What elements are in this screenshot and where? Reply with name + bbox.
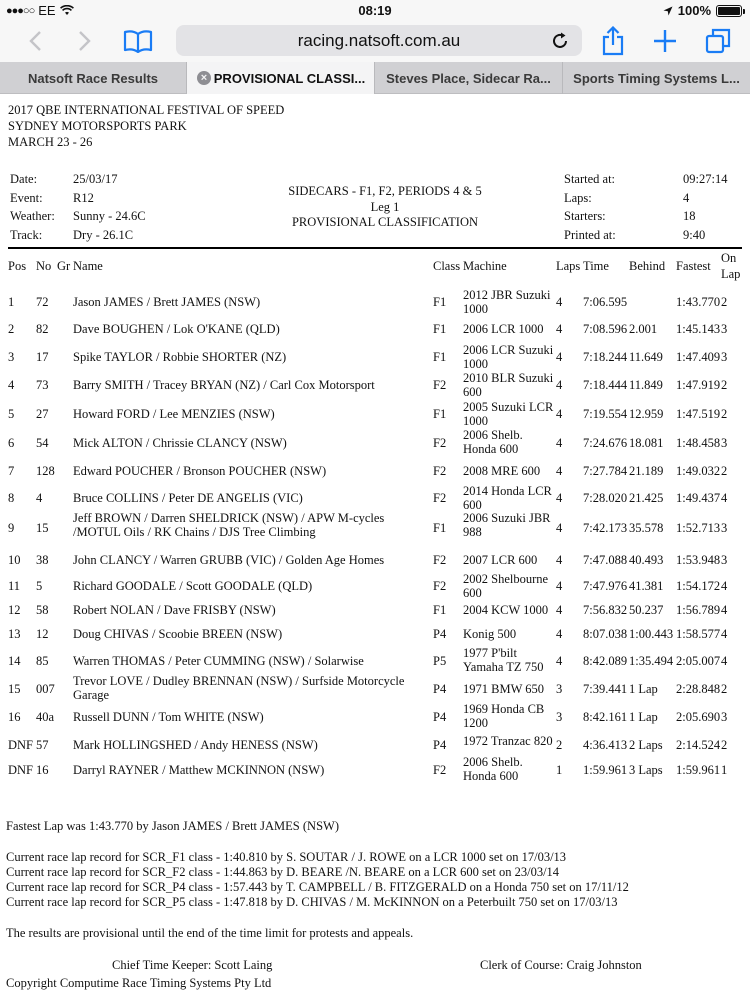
forward-button[interactable] (70, 26, 100, 56)
tabs-button[interactable] (703, 26, 733, 56)
cell-pos: 10 (8, 553, 21, 567)
cell-on-lap: 3 (721, 322, 728, 336)
cell-class: P5 (433, 654, 447, 668)
cell-behind: 1 Lap (629, 710, 658, 724)
bookmarks-button[interactable] (120, 26, 156, 56)
cell-time: 8:42.161 (583, 710, 628, 724)
cell-on-lap: 4 (721, 491, 728, 505)
cell-laps: 3 (556, 710, 563, 724)
cell-machine: 2007 LCR 600 (463, 553, 538, 567)
col-name: Name (73, 259, 103, 273)
cell-class: F1 (433, 521, 447, 535)
cell-no: 40a (36, 710, 55, 724)
cell-time: 7:47.976 (583, 579, 628, 593)
cell-name: Bruce COLLINS / Peter DE ANGELIS (VIC) (73, 491, 303, 505)
venue: SYDNEY MOTORSPORTS PARK (8, 119, 187, 133)
starters-label: Starters: (564, 209, 606, 223)
cell-machine: 1969 Honda CB 1200 (463, 702, 545, 730)
cell-time: 7:18.244 (583, 350, 628, 364)
cell-pos: 1 (8, 295, 15, 309)
cell-behind: 21.189 (629, 464, 664, 478)
cell-class: F2 (433, 763, 447, 777)
cell-fastest: 1:47.919 (676, 378, 721, 392)
cell-name: Howard FORD / Lee MENZIES (NSW) (73, 407, 275, 421)
col-class: Class (433, 259, 461, 273)
cell-name: Robert NOLAN / Dave FRISBY (NSW) (73, 603, 276, 617)
cell-machine: 2008 MRE 600 (463, 464, 541, 478)
table-row (0, 702, 750, 732)
cell-machine: 2004 KCW 1000 (463, 603, 549, 617)
event-value: R12 (73, 191, 94, 205)
table-row (0, 371, 750, 399)
table-row (0, 674, 750, 704)
table-row (0, 755, 750, 785)
cell-fastest: 1:47.409 (676, 350, 721, 364)
cell-class: F2 (433, 491, 447, 505)
cell-on-lap: 4 (721, 627, 728, 641)
cell-time: 7:56.832 (583, 603, 628, 617)
cell-pos: 8 (8, 491, 15, 505)
leg-label: Leg 1 (370, 200, 400, 214)
tab-label: Steves Place, Sidecar Ra... (386, 70, 551, 86)
cell-class: F2 (433, 464, 447, 478)
cell-class: F1 (433, 407, 447, 421)
cell-no: 27 (36, 407, 49, 421)
cell-pos: 16 (8, 710, 21, 724)
cell-behind: 1:35.494 (629, 654, 674, 668)
col-time: Time (583, 259, 609, 273)
cell-on-lap: 3 (721, 710, 728, 724)
battery-level (718, 7, 740, 15)
col-laps: Laps (556, 259, 581, 273)
col-gr: Gr (57, 259, 71, 273)
cell-fastest: 1:43.770 (676, 295, 721, 309)
cell-on-lap: 2 (721, 682, 728, 696)
cell-time: 7:08.596 (583, 322, 628, 336)
cell-no: 85 (36, 654, 49, 668)
cell-on-lap: 3 (721, 553, 728, 567)
cell-time: 7:28.020 (583, 491, 628, 505)
started-value: 09:27:14 (683, 172, 728, 186)
cell-time: 8:07.038 (583, 627, 628, 641)
cell-class: P4 (433, 627, 447, 641)
cell-laps: 4 (556, 603, 563, 617)
date-value: 25/03/17 (73, 172, 118, 186)
cell-pos: DNF (8, 738, 34, 752)
cell-machine: Konig 500 (463, 627, 517, 641)
cell-behind: 1:00.443 (629, 627, 674, 641)
laps-label: Laps: (564, 191, 592, 205)
cell-name: Mark HOLLINGSHED / Andy HENESS (NSW) (73, 738, 318, 752)
event-dates: MARCH 23 - 26 (8, 135, 93, 149)
signal-strength-icon: ●●●○○ (6, 4, 35, 17)
cell-no: 54 (36, 436, 49, 450)
cell-machine: 2006 Suzuki JBR 988 (463, 511, 551, 539)
table-row (0, 428, 750, 458)
cell-behind: 18.081 (629, 436, 664, 450)
battery-percent: 100% (677, 3, 711, 18)
cell-time: 7:24.676 (583, 436, 628, 450)
cell-pos: 11 (8, 579, 21, 593)
started-label: Started at: (564, 172, 616, 186)
table-row (0, 400, 750, 428)
cell-machine: 2006 LCR Suzuki 1000 (463, 343, 554, 371)
chevron-left-icon (28, 30, 42, 52)
cell-time: 7:47.088 (583, 553, 628, 567)
cell-fastest: 1:47.519 (676, 407, 721, 421)
status-bar (0, 0, 750, 22)
cell-behind: 40.493 (629, 553, 664, 567)
cell-time: 7:42.173 (583, 521, 628, 535)
col-pos: Pos (8, 259, 27, 273)
cell-on-lap: 4 (721, 579, 728, 593)
cell-name: Dave BOUGHEN / Lok O'KANE (QLD) (73, 322, 280, 336)
browser-toolbar (0, 22, 750, 62)
table-row (0, 317, 750, 341)
cell-name: Doug CHIVAS / Scoobie BREEN (NSW) (73, 627, 283, 641)
race-title: SIDECARS - F1, F2, PERIODS 4 & 5 (288, 184, 482, 198)
table-row (0, 646, 750, 676)
cell-time: 7:19.554 (583, 407, 628, 421)
starters-value: 18 (683, 209, 696, 223)
track-value: Dry - 26.1C (73, 228, 134, 242)
table-row (0, 511, 750, 545)
fastest-lap-note: Fastest Lap was 1:43.770 by Jason JAMES / Brett JAMES (NSW) (6, 819, 339, 833)
cell-class: F2 (433, 436, 447, 450)
lap-record-p4: Current race lap record for SCR_P4 class - 1:57.443 by T. CAMPBELL / B. FITZGERALD on a Honda 750 set on 17/11/12 (6, 880, 629, 894)
cell-time: 7:06.595 (583, 295, 628, 309)
plus-icon (653, 29, 677, 53)
tab-sports-timing[interactable] (563, 62, 750, 94)
cell-class: P4 (433, 710, 447, 724)
clerk-of-course: Clerk of Course: Craig Johnston (480, 958, 642, 972)
cell-time: 4:36.413 (583, 738, 628, 752)
chief-timekeeper: Chief Time Keeper: Scott Laing (112, 958, 273, 972)
cell-no: 17 (36, 350, 49, 364)
address-bar[interactable] (176, 25, 582, 56)
tab-bar (0, 62, 750, 94)
cell-pos: 5 (8, 407, 15, 421)
cell-machine: 2006 Shelb. Honda 600 (463, 428, 523, 456)
col-fastest: Fastest (676, 259, 711, 273)
close-tab-icon[interactable]: × (197, 71, 211, 85)
cell-behind: 11.649 (629, 350, 663, 364)
cell-no: 15 (36, 521, 49, 535)
table-row (0, 288, 750, 316)
lap-record-p5: Current race lap record for SCR_P5 class - 1:47.818 by D. CHIVAS / M. McKINNON on a Peterbuilt 750 set on 17/03/13 (6, 895, 618, 909)
cell-class: F2 (433, 378, 447, 392)
cell-fastest: 1:49.032 (676, 464, 721, 478)
cell-laps: 4 (556, 322, 563, 336)
table-row (0, 343, 750, 371)
cell-name: Spike TAYLOR / Robbie SHORTER (NZ) (73, 350, 287, 364)
cell-class: F2 (433, 579, 447, 593)
cell-laps: 4 (556, 295, 563, 309)
cell-machine: 2012 JBR Suzuki 1000 (463, 288, 551, 316)
cell-fastest: 2:05.007 (676, 654, 721, 668)
cell-fastest: 1:56.789 (676, 603, 721, 617)
table-row (0, 572, 750, 600)
lap-record-f2: Current race lap record for SCR_F2 class - 1:44.863 by D. BEARE /N. BEARE on a LCR 600 set on 23/03/14 (6, 865, 560, 879)
col-lap: Lap (721, 267, 741, 281)
cell-laps: 4 (556, 491, 563, 505)
cell-class: P4 (433, 682, 447, 696)
chevron-right-icon (78, 30, 92, 52)
cell-machine: 2014 Honda LCR 600 (463, 484, 552, 512)
cell-on-lap: 4 (721, 603, 728, 617)
cell-behind: 41.381 (629, 579, 664, 593)
cell-no: 73 (36, 378, 49, 392)
reload-icon[interactable] (550, 31, 570, 51)
cell-laps: 4 (556, 464, 563, 478)
cell-on-lap: 4 (721, 654, 728, 668)
cell-machine: 2005 Suzuki LCR 1000 (463, 400, 554, 428)
table-row (0, 624, 750, 644)
cell-class: F1 (433, 603, 447, 617)
share-icon (602, 26, 624, 56)
cell-behind: 21.425 (629, 491, 664, 505)
cell-pos: 14 (8, 654, 21, 668)
cell-on-lap: 3 (721, 350, 728, 364)
cell-on-lap: 3 (721, 521, 728, 535)
cell-time: 7:39.441 (583, 682, 628, 696)
cell-on-lap: 3 (721, 436, 728, 450)
cell-laps: 4 (556, 553, 563, 567)
cell-pos: 2 (8, 322, 15, 336)
cell-no: 82 (36, 322, 49, 336)
cell-pos: 9 (8, 521, 15, 535)
cell-fastest: 1:49.437 (676, 491, 721, 505)
cell-laps: 4 (556, 627, 563, 641)
lap-record-f1: Current race lap record for SCR_F1 class - 1:40.810 by S. SOUTAR / J. ROWE on a LCR 1000 set on 17/03/13 (6, 850, 567, 864)
track-label: Track: (10, 228, 43, 242)
cell-laps: 4 (556, 436, 563, 450)
tab-steves-place[interactable] (375, 62, 563, 94)
battery-group (663, 3, 742, 18)
cell-fastest: 1:53.948 (676, 553, 721, 567)
cell-fastest: 2:05.690 (676, 710, 721, 724)
cell-name: Barry SMITH / Tracey BRYAN (NZ) / Carl Cox Motorsport (73, 378, 375, 392)
back-button[interactable] (20, 26, 50, 56)
provisional-note: The results are provisional until the end of the time limit for protests and appeals. (6, 926, 414, 940)
tab-label: Sports Timing Systems L... (573, 70, 740, 86)
printed-value: 9:40 (683, 228, 706, 242)
cell-laps: 4 (556, 350, 563, 364)
cell-no: 58 (36, 603, 49, 617)
cell-pos: 4 (8, 378, 15, 392)
cell-class: P4 (433, 738, 447, 752)
cell-behind: 11.849 (629, 378, 663, 392)
cell-class: F1 (433, 295, 447, 309)
cell-fastest: 1:52.713 (676, 521, 721, 535)
cell-name: Mick ALTON / Chrissie CLANCY (NSW) (73, 436, 287, 450)
cell-no: 57 (36, 738, 49, 752)
cell-laps: 3 (556, 682, 563, 696)
cell-fastest: 1:54.172 (676, 579, 721, 593)
cell-no: 4 (36, 491, 43, 505)
cell-time: 1:59.961 (583, 763, 628, 777)
book-icon (123, 29, 153, 53)
laps-value: 4 (683, 191, 690, 205)
cell-fastest: 1:48.458 (676, 436, 721, 450)
date-label: Date: (10, 172, 38, 186)
cell-fastest: 1:45.143 (676, 322, 721, 336)
cell-pos: 7 (8, 464, 15, 478)
cell-pos: 13 (8, 627, 21, 641)
cell-machine: 2002 Shelbourne 600 (463, 572, 549, 600)
col-no: No (36, 259, 52, 273)
cell-behind: 3 Laps (629, 763, 663, 777)
cell-laps: 4 (556, 521, 563, 535)
weather-label: Weather: (10, 209, 55, 223)
cell-on-lap: 2 (721, 738, 728, 752)
cell-on-lap: 2 (721, 378, 728, 392)
cell-laps: 4 (556, 378, 563, 392)
cell-laps: 1 (556, 763, 563, 777)
table-row (0, 460, 750, 482)
cell-behind: 2 Laps (629, 738, 663, 752)
cell-no: 12 (36, 627, 49, 641)
cell-fastest: 1:58.577 (676, 627, 721, 641)
cell-behind: 1 Lap (629, 682, 658, 696)
tab-provisional-classification[interactable] (187, 62, 375, 94)
cell-class: F2 (433, 553, 447, 567)
cell-machine: 1971 BMW 650 (463, 682, 545, 696)
col-on: On (721, 251, 737, 265)
cell-machine: 1972 Tranzac 820 (463, 734, 553, 748)
weather-value: Sunny - 24.6C (73, 209, 146, 223)
tabs-icon (705, 28, 731, 54)
cell-no: 16 (36, 763, 49, 777)
cell-pos: DNF (8, 763, 34, 777)
cell-machine: 2006 LCR 1000 (463, 322, 544, 336)
col-machine: Machine (463, 259, 507, 273)
cell-on-lap: 2 (721, 464, 728, 478)
cell-no: 5 (36, 579, 43, 593)
cell-machine: 1977 P'bilt Yamaha TZ 750 (463, 646, 544, 674)
cell-pos: 12 (8, 603, 21, 617)
results-page (0, 94, 750, 1000)
copyright: Copyright Computime Race Timing Systems Pty Ltd (6, 976, 272, 990)
cell-pos: 15 (8, 682, 21, 696)
col-behind: Behind (629, 259, 666, 273)
cell-name: Darryl RAYNER / Matthew MCKINNON (NSW) (73, 763, 325, 777)
cell-behind: 35.578 (629, 521, 664, 535)
clock: 08:19 (358, 3, 392, 18)
cell-name: Jeff BROWN / Darren SHELDRICK (NSW) / APW M-cycles /MOTUL Oils / RK Chains / DJS Tree Climbing (73, 511, 385, 539)
cell-name: Warren THOMAS / Peter CUMMING (NSW) / Solarwise (73, 654, 364, 668)
header-divider (8, 247, 742, 249)
table-row (0, 734, 750, 756)
share-button[interactable] (598, 26, 628, 56)
location-arrow-icon (663, 6, 673, 16)
tab-label: PROVISIONAL CLASSI... (213, 70, 366, 86)
battery-icon (716, 5, 742, 17)
printed-label: Printed at: (564, 228, 616, 242)
cell-no: 72 (36, 295, 49, 309)
cell-name: Trevor LOVE / Dudley BRENNAN (NSW) / Surfside Motorcycle Garage (73, 674, 405, 702)
cell-behind: 2.001 (629, 322, 658, 336)
cell-name: John CLANCY / Warren GRUBB (VIC) / Golden Age Homes (73, 553, 385, 567)
table-row (0, 549, 750, 571)
cell-pos: 6 (8, 436, 15, 450)
event-title: 2017 QBE INTERNATIONAL FESTIVAL OF SPEED (8, 103, 285, 117)
cell-behind: 50.237 (629, 603, 664, 617)
cell-laps: 4 (556, 407, 563, 421)
cell-on-lap: 2 (721, 407, 728, 421)
event-label: Event: (10, 191, 43, 205)
new-tab-button[interactable] (650, 26, 680, 56)
cell-time: 8:42.089 (583, 654, 628, 668)
cell-class: F1 (433, 322, 447, 336)
cell-no: 38 (36, 553, 49, 567)
cell-behind: 12.959 (629, 407, 664, 421)
cell-on-lap: 1 (721, 763, 728, 777)
url-text: racing.natsoft.com.au (297, 30, 461, 50)
cell-name: Jason JAMES / Brett JAMES (NSW) (73, 295, 261, 309)
cell-name: Richard GOODALE / Scott GOODALE (QLD) (73, 579, 313, 593)
cell-no: 007 (36, 682, 55, 696)
classification-title: PROVISIONAL CLASSIFICATION (291, 215, 478, 229)
table-row (0, 484, 750, 512)
cell-machine: 2006 Shelb. Honda 600 (463, 755, 523, 783)
tab-label: Natsoft Race Results (27, 70, 159, 86)
cell-name: Edward POUCHER / Bronson POUCHER (NSW) (73, 464, 327, 478)
cell-machine: 2010 BLR Suzuki 600 (463, 371, 554, 399)
cell-laps: 4 (556, 579, 563, 593)
cell-fastest: 2:14.524 (676, 738, 721, 752)
cell-fastest: 1:59.961 (676, 763, 721, 777)
cell-on-lap: 2 (721, 295, 728, 309)
cell-fastest: 2:28.848 (676, 682, 721, 696)
cell-laps: 4 (556, 654, 563, 668)
cell-time: 7:27.784 (583, 464, 628, 478)
cell-no: 128 (36, 464, 55, 478)
cell-time: 7:18.444 (583, 378, 628, 392)
carrier-name: EE (38, 3, 56, 18)
cell-pos: 3 (8, 350, 15, 364)
cell-class: F1 (433, 350, 447, 364)
tab-natsoft-results[interactable] (0, 62, 187, 94)
table-row (0, 599, 750, 621)
cell-name: Russell DUNN / Tom WHITE (NSW) (73, 710, 264, 724)
cell-laps: 2 (556, 738, 563, 752)
